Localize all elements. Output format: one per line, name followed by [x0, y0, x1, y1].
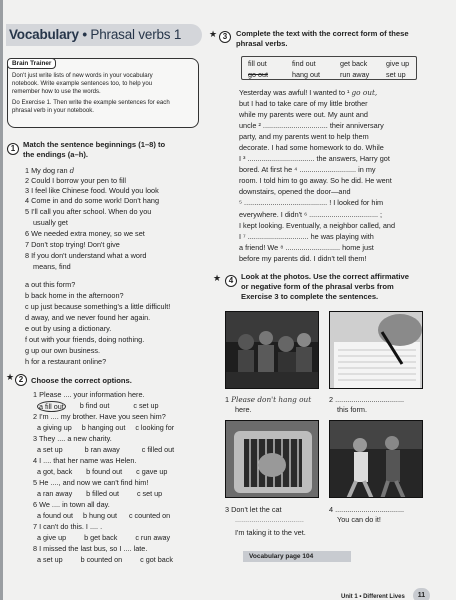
exercise-3-number: 3 — [219, 31, 231, 43]
word-option: fill out — [248, 59, 267, 68]
brain-line: phrasal verb in your notebook. — [12, 107, 94, 114]
exercise-2-number: 2 — [15, 374, 27, 386]
word-option-used: go out — [248, 70, 268, 79]
ex3-text-line: while my parents were out. My aunt and — [239, 110, 368, 119]
star-icon: ★ — [6, 372, 15, 382]
exercise-4-title-line1: Look at the photos. Use the correct affirmative — [241, 272, 409, 281]
word-option: give up — [386, 59, 410, 68]
ex2-options — [37, 533, 170, 542]
ex1-item: 5 I'll call you after school. When do you — [25, 207, 152, 216]
star-icon: ★ — [213, 273, 222, 283]
ex2-option[interactable]: b ran away — [84, 445, 120, 454]
ex1-ending: b back home in the afternoon? — [25, 291, 124, 300]
exercise-4-title-line3: Exercise 3 to complete the sentences. — [241, 292, 379, 301]
ex2-options — [37, 401, 159, 412]
ex2-option[interactable]: b counted on — [80, 555, 123, 564]
ex1-item: 7 Don't stop trying! Don't give — [25, 240, 120, 249]
ex2-option[interactable]: a found out — [37, 511, 73, 520]
caption-4: 4 .................................. — [329, 505, 405, 514]
ex3-text-line: Yesterday was awful! I wanted to ¹ go out, — [239, 88, 378, 97]
ex1-item: 1 My dog ran d — [25, 166, 75, 175]
ex2-options — [37, 445, 174, 454]
ex3-text-line: I ⁷ .............................. he was playing with — [239, 232, 374, 241]
ex2-question: 1 Please .... your information here. — [33, 390, 145, 399]
title-main: Vocabulary • — [9, 27, 87, 42]
exercise-3-title-line1: Complete the text with the correct form of these — [236, 29, 409, 38]
ex1-ending: a out this form? — [25, 280, 76, 289]
ex1-ending: d away, and we never found her again. — [25, 313, 151, 322]
ex2-option[interactable]: b found out — [86, 467, 123, 476]
ex2-option[interactable]: a giving up — [37, 423, 72, 432]
word-option: hang out — [292, 70, 320, 79]
exercise-1-number: 1 — [7, 143, 19, 155]
caption-2: 2 .................................. — [329, 395, 405, 404]
ex1-ending: e out by using a dictionary. — [25, 324, 112, 333]
ex1-item: 2 Could I borrow your pen to fill — [25, 176, 126, 185]
brain-line: Don't just write lists of new words in your vocabulary — [12, 72, 153, 79]
ex2-options — [37, 423, 174, 432]
ex2-option[interactable]: b hung out — [82, 511, 117, 520]
photo-cat-in-carrier — [225, 420, 319, 498]
ex1-item: 3 I feel like Chinese food. Would you look — [25, 186, 159, 195]
ex2-question: 7 I can't do this. I .... . — [33, 522, 103, 531]
word-option: run away — [340, 70, 370, 79]
ex3-text-line: party, and my parents went to help them — [239, 132, 369, 141]
ex2-options — [37, 555, 173, 564]
ex2-option[interactable]: c looking for — [135, 423, 175, 432]
ex2-option[interactable]: b get back — [84, 533, 118, 542]
ex2-question: 4 I .... that her name was Helen. — [33, 456, 137, 465]
page-number: 11 — [413, 588, 430, 600]
ex2-question: 8 I missed the last bus, so I .... late. — [33, 544, 148, 553]
word-option: set up — [386, 70, 406, 79]
vocabulary-page-reference: Vocabulary page 104 — [243, 551, 351, 562]
caption-2-blank[interactable]: .................................. — [335, 395, 405, 404]
ex3-text-line: bored. At first he ⁴ ............................ in my — [239, 165, 376, 174]
exercise-1-title-line2: the endings (a–h). — [23, 150, 88, 159]
caption-3-blank[interactable]: .................................. — [235, 515, 304, 524]
ex2-option[interactable]: c got back — [140, 555, 173, 564]
ex3-text-line: a friend! We ⁸ ........................... home just — [239, 243, 374, 252]
exercise-1-title-line1: Match the sentence beginnings (1–8) to — [23, 140, 166, 149]
caption-1-answer[interactable]: Please don't hang out — [231, 395, 312, 404]
caption-4-blank[interactable]: .................................. — [335, 505, 405, 514]
caption-4-line2: You can do it! — [337, 515, 381, 524]
brain-line: remember how to use the words. — [12, 88, 101, 95]
caption-1-line2: here. — [235, 405, 252, 414]
ex2-option[interactable]: a set up — [37, 445, 63, 454]
ex1-item: 4 Come in and do some work! Don't hang — [25, 196, 160, 205]
ex3-text-line: uncle ² ................................ their anniversary — [239, 121, 384, 130]
brain-line: notebook. Write example sentences too, to help you — [12, 80, 153, 87]
ex2-options — [37, 489, 162, 498]
caption-3-line2: I'm taking it to the vet. — [235, 528, 306, 537]
caption-2-line2: this form. — [337, 405, 368, 414]
ex3-text-line: downstairs, opened the door—and — [239, 187, 351, 196]
brain-trainer-heading: Brain Trainer — [7, 58, 56, 69]
ex2-option[interactable]: c counted on — [128, 511, 171, 520]
photo-runners — [329, 420, 423, 498]
ex3-text-line: ⁵ ......................................... ! I looked for him — [239, 198, 384, 207]
ex3-text-line: but I had to take care of my little brother — [239, 99, 368, 108]
ex3-text-line: everywhere. I didn't ⁶ .................................. ; — [239, 210, 383, 219]
ex2-option[interactable]: a set up — [37, 555, 63, 564]
star-icon: ★ — [209, 29, 218, 39]
unit-label: Unit 1 • Different Lives — [341, 594, 405, 600]
page-title — [9, 27, 181, 42]
ex1-item: 8 If you don't understand what a word — [25, 251, 147, 260]
ex3-text-line: room. I told him to go away. So he did. He went — [239, 176, 392, 185]
ex2-option[interactable]: a give up — [37, 533, 67, 542]
caption-1: 1 Please don't hang out — [225, 395, 312, 404]
ex2-option[interactable]: c set up — [136, 489, 163, 498]
ex2-question: 2 I'm .... my brother. Have you seen him? — [33, 412, 166, 421]
ex1-ending: f out with your friends, doing nothing. — [25, 335, 145, 344]
photo-filling-out-form — [329, 311, 423, 389]
ex2-option[interactable]: c filled out — [141, 445, 175, 454]
ex3-answer[interactable]: go out, — [351, 88, 378, 97]
ex2-option[interactable]: b find out — [79, 401, 110, 410]
ex3-text-line: before my parents did. I didn't tell them! — [239, 254, 367, 263]
ex1-ending: g up our own business. — [25, 346, 101, 355]
ex3-text-line: decorate. I had some homework to do. While — [239, 143, 384, 152]
ex2-options — [37, 467, 167, 476]
ex2-option[interactable]: c run away — [135, 533, 171, 542]
ex1-item: means, find — [33, 262, 71, 271]
ex1-ending: h for a restaurant online? — [25, 357, 107, 366]
ex2-option[interactable]: c gave up — [136, 467, 168, 476]
ex1-item: usually get — [33, 218, 68, 227]
caption-3: 3 Don't let the cat — [225, 505, 282, 514]
ex2-option[interactable]: a fill out — [39, 402, 64, 411]
ex3-text-line: I ³ ................................. the answers, Harry got — [239, 154, 390, 163]
ex2-question: 5 He ...., and now we can't find him! — [33, 478, 149, 487]
ex1-answer[interactable]: d — [69, 166, 75, 175]
title-sub: Phrasal verbs 1 — [90, 27, 182, 42]
ex2-question: 3 They .... a new charity. — [33, 434, 112, 443]
word-box — [241, 56, 417, 80]
exercise-4-title-line2: or negative form of the phrasal verbs from — [241, 282, 394, 291]
exercise-4-number: 4 — [225, 275, 237, 287]
ex2-option[interactable]: a ran away — [37, 489, 73, 498]
word-option: find out — [292, 59, 316, 68]
ex2-options — [37, 511, 170, 520]
ex1-item: 6 We needed extra money, so we set — [25, 229, 145, 238]
ex2-option[interactable]: b filled out — [86, 489, 119, 498]
exercise-3-title-line2: phrasal verbs. — [236, 39, 288, 48]
ex3-text-line: I kept looking. Eventually, a neighbor called, and — [239, 221, 396, 230]
ex2-option[interactable]: c set up — [133, 401, 159, 410]
ex2-option[interactable]: b hanging out — [81, 423, 126, 432]
ex2-option[interactable]: a got, back — [37, 467, 73, 476]
word-option: get back — [340, 59, 368, 68]
brain-trainer-box — [7, 58, 199, 128]
ex2-question: 6 We .... in town all day. — [33, 500, 110, 509]
exercise-2-title: Choose the correct options. — [31, 376, 132, 385]
ex1-ending: c up just because something's a little difficult! — [25, 302, 171, 311]
photo-teenagers-hanging-out — [225, 311, 319, 389]
brain-line: Do Exercise 1. Then write the example sentences for each — [12, 99, 170, 106]
